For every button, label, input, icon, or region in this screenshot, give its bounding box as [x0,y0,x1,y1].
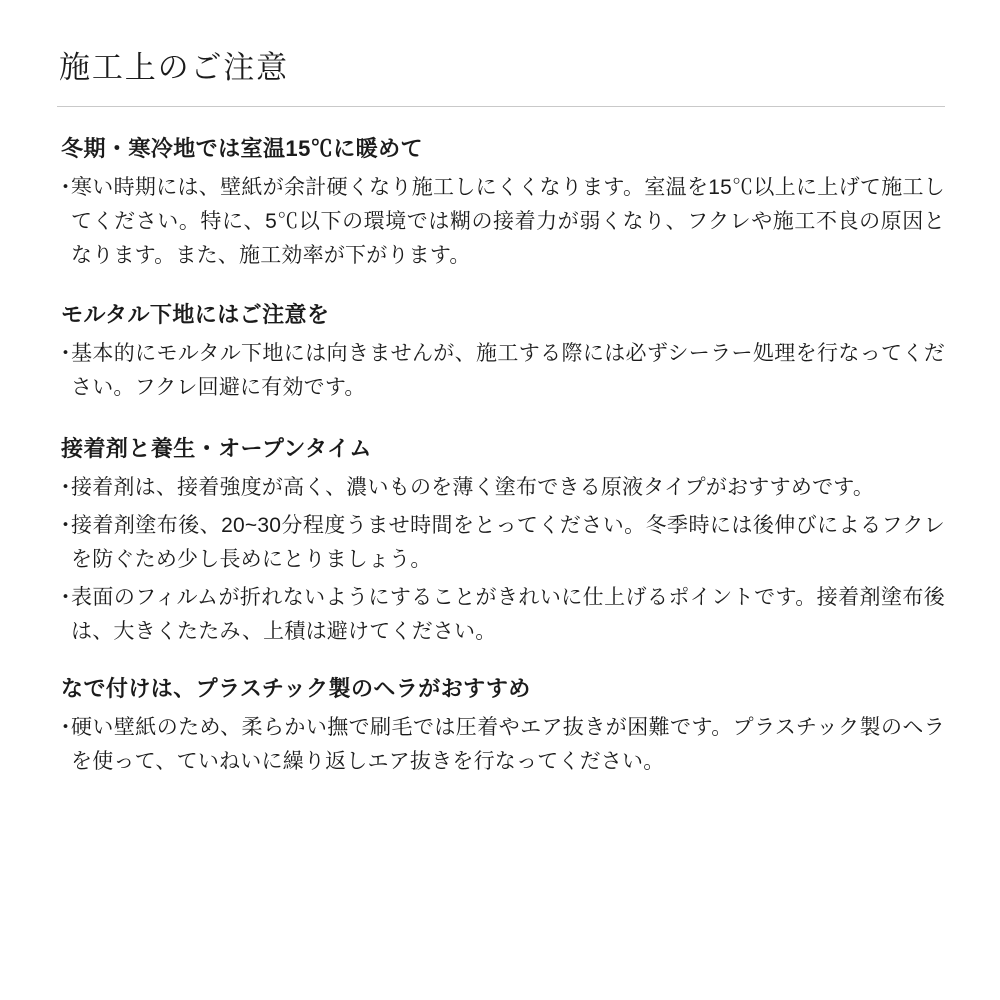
bullet-marker: ・ [55,514,76,538]
section-heading: なで付けは、プラスチック製のヘラがおすすめ [61,676,531,702]
section-mortar-base [55,299,945,405]
section-adhesive-open-time [55,433,945,649]
title-divider [57,106,945,107]
list-item-text: 接着剤塗布後、20~30分程度うませ時間をとってください。冬季時には後伸びによるフクレを防ぐため少し長めにとりましょう。 [71,514,945,572]
bullet-marker: ・ [55,176,76,200]
section-heading: 冬期・寒冷地では室温15℃に暖めて [61,136,423,162]
list-item-text: 基本的にモルタル下地には向きませんが、施工する際には必ずシーラー処理を行なってください。フクレ回避に有効です。 [71,342,945,400]
list-item-text: 硬い壁紙のため、柔らかい撫で刷毛では圧着やエア抜きが困難です。プラスチック製のヘラを使って、ていねいに繰り返しエア抜きを行なってください。 [71,716,945,774]
list-item [55,711,945,779]
list-item-text: 接着剤は、接着強度が高く、濃いものを薄く塗布できる原液タイプがおすすめです。 [71,476,875,500]
list-item-text: 寒い時期には、壁紙が余計硬くなり施工しにくくなります。室温を15℃以上に上げて施工してください。特に、5℃以下の環境では糊の接着力が弱くなり、フクレや施工不良の原因となります。また、施工効率が下がります。 [71,176,945,268]
list-item [55,581,945,649]
section-heading: モルタル下地にはご注意を [61,302,330,328]
list-item [55,471,945,505]
bullet-marker: ・ [55,586,76,610]
page-title: 施工上のご注意 [59,50,290,85]
list-item [55,337,945,405]
section-plastic-spatula [55,673,945,779]
list-item [55,509,945,577]
bullet-marker: ・ [55,342,76,366]
section-winter-cold [55,133,945,273]
section-heading: 接着剤と養生・オープンタイム [61,436,372,462]
bullet-marker: ・ [55,716,76,740]
bullet-marker: ・ [55,476,76,500]
list-item-text: 表面のフィルムが折れないようにすることがきれいに仕上げるポイントです。接着剤塗布後は、大きくたたみ、上積は避けてください。 [71,586,945,644]
list-item [55,171,945,273]
